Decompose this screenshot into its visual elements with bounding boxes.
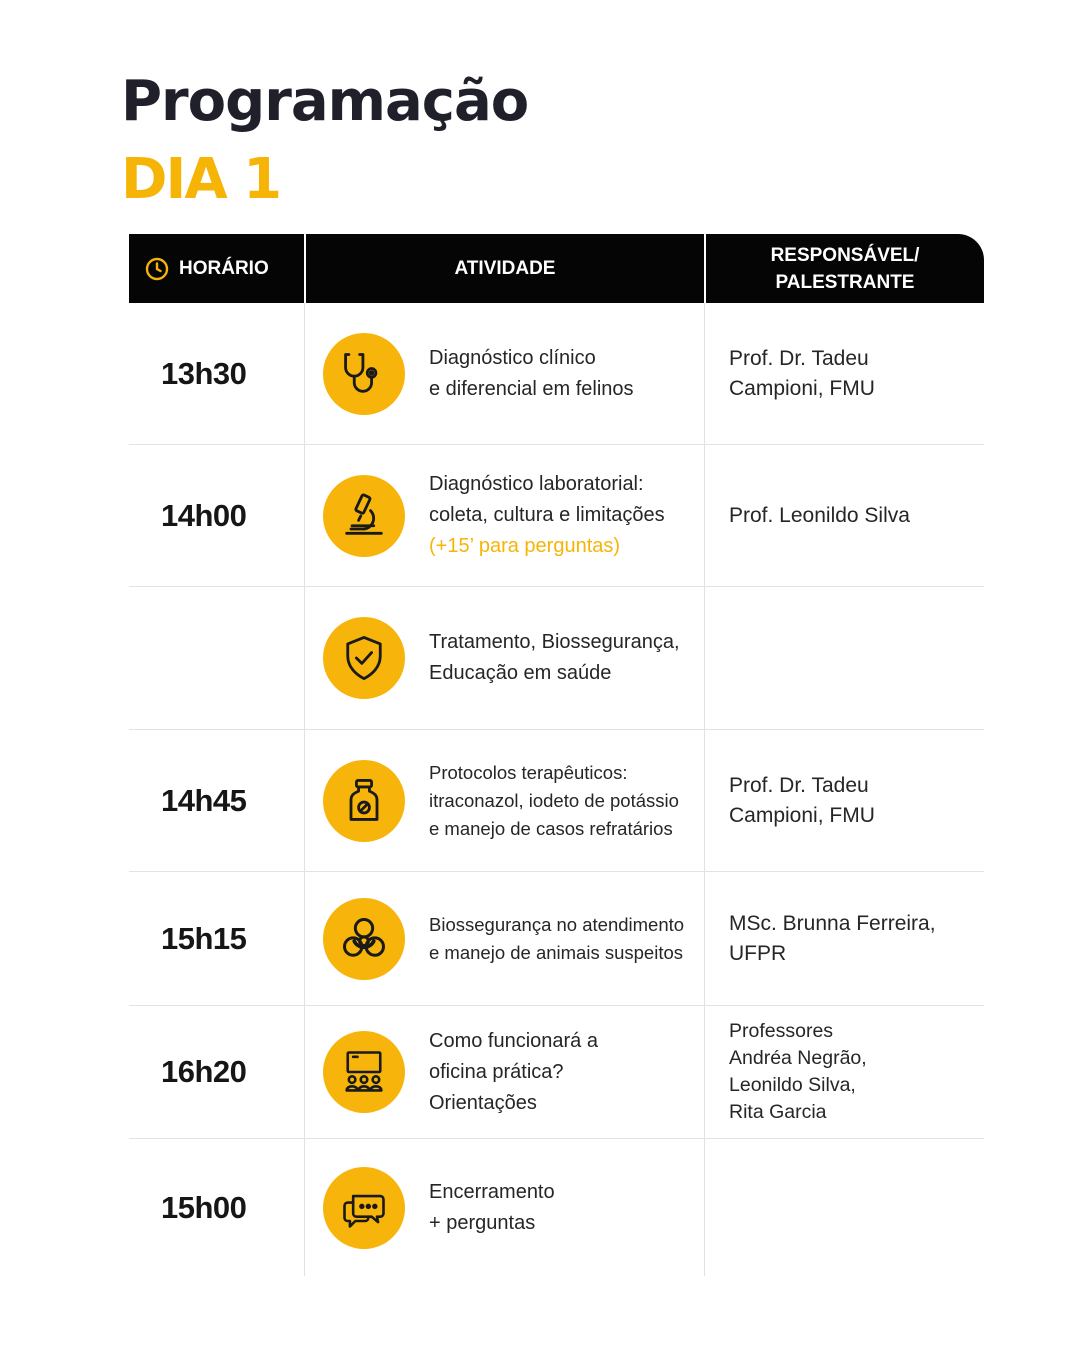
row-activity xyxy=(304,303,704,444)
table-row xyxy=(129,730,984,872)
column-header-activity: ATIVIDADE xyxy=(304,234,704,303)
row-time: 14h45 xyxy=(161,782,247,818)
responsible-line: MSc. Brunna Ferreira, xyxy=(729,911,936,935)
activity-line: + perguntas xyxy=(429,1211,536,1234)
row-responsible xyxy=(704,1139,984,1276)
activity-text xyxy=(429,1026,598,1119)
column-header-responsible xyxy=(704,234,984,303)
table-row xyxy=(129,1006,984,1139)
responsible-line: Prof. Leonildo Silva xyxy=(729,503,910,527)
page-subtitle: DIA 1 xyxy=(121,147,281,212)
activity-text xyxy=(429,343,634,405)
shield-check-icon xyxy=(323,617,405,699)
activity-line: Diagnóstico laboratorial: xyxy=(429,473,644,495)
clock-icon xyxy=(145,257,169,281)
activity-line: e diferencial em felinos xyxy=(429,377,634,400)
activity-text xyxy=(429,759,679,843)
schedule-table xyxy=(129,234,984,1276)
row-activity xyxy=(304,445,704,586)
column-header-time-label: HORÁRIO xyxy=(179,258,269,279)
activity-text xyxy=(429,911,684,967)
activity-text xyxy=(429,627,680,689)
responsible-line: Campioni, FMU xyxy=(729,803,875,827)
biohazard-icon xyxy=(323,898,405,980)
row-time: 13h30 xyxy=(161,355,247,391)
presentation-audience-icon xyxy=(323,1031,405,1113)
row-activity xyxy=(304,587,704,729)
activity-line: Biossegurança no atendimento xyxy=(429,913,685,935)
row-time: 15h15 xyxy=(161,920,247,956)
table-row xyxy=(129,872,984,1006)
row-time xyxy=(129,587,304,729)
medicine-bottle-icon xyxy=(323,760,405,842)
row-responsible xyxy=(704,303,984,444)
microscope-icon xyxy=(323,475,405,557)
activity-text xyxy=(429,1177,555,1239)
row-time: 15h00 xyxy=(161,1189,247,1225)
activity-line: Diagnóstico clínico xyxy=(429,346,596,369)
row-responsible xyxy=(704,730,984,871)
responsible-line: Prof. Dr. Tadeu xyxy=(729,773,869,797)
activity-line: Tratamento, Biossegurança, xyxy=(429,631,680,653)
row-activity xyxy=(304,1139,704,1276)
table-header xyxy=(129,234,984,303)
activity-line: e manejo de animais suspeitos xyxy=(429,941,684,963)
table-row xyxy=(129,303,984,445)
activity-note: (+15’ para perguntas) xyxy=(429,535,621,557)
row-responsible xyxy=(704,445,984,586)
responsible-line: Professores xyxy=(729,1020,834,1042)
activity-line: Educação em saúde xyxy=(429,662,612,684)
activity-line: coleta, cultura e limitações xyxy=(429,504,665,526)
responsible-line: Andréa Negrão, xyxy=(729,1047,867,1069)
responsible-line: Campioni, FMU xyxy=(729,376,875,400)
activity-line: Protocolos terapêuticos: xyxy=(429,761,628,783)
row-time: 14h00 xyxy=(161,497,247,533)
activity-line: Como funcionará a xyxy=(429,1029,598,1052)
responsible-line: Rita Garcia xyxy=(729,1101,827,1123)
column-header-time xyxy=(129,234,304,303)
row-activity xyxy=(304,1006,704,1138)
activity-line: oficina prática? xyxy=(429,1060,564,1083)
activity-line: e manejo de casos refratários xyxy=(429,817,673,839)
row-time: 16h20 xyxy=(161,1054,247,1089)
table-row xyxy=(129,1139,984,1276)
row-activity xyxy=(304,872,704,1005)
row-responsible xyxy=(704,872,984,1005)
chat-bubbles-icon xyxy=(323,1167,405,1249)
row-responsible xyxy=(704,587,984,729)
activity-line: Orientações xyxy=(429,1091,537,1114)
activity-line: itraconazol, iodeto de potássio xyxy=(429,789,679,811)
row-activity xyxy=(304,730,704,871)
row-responsible xyxy=(704,1006,984,1138)
activity-line: Encerramento xyxy=(429,1180,555,1203)
page-title: Programação xyxy=(121,69,529,134)
column-header-responsible-line1: RESPONSÁVEL/ xyxy=(770,244,920,266)
responsible-line: Prof. Dr. Tadeu xyxy=(729,346,869,370)
stethoscope-icon xyxy=(323,333,405,415)
column-header-responsible-line2: PALESTRANTE xyxy=(775,271,915,293)
responsible-line: UFPR xyxy=(729,941,787,965)
responsible-line: Leonildo Silva, xyxy=(729,1074,856,1096)
activity-text xyxy=(429,469,665,562)
table-row xyxy=(129,587,984,730)
table-row xyxy=(129,445,984,587)
